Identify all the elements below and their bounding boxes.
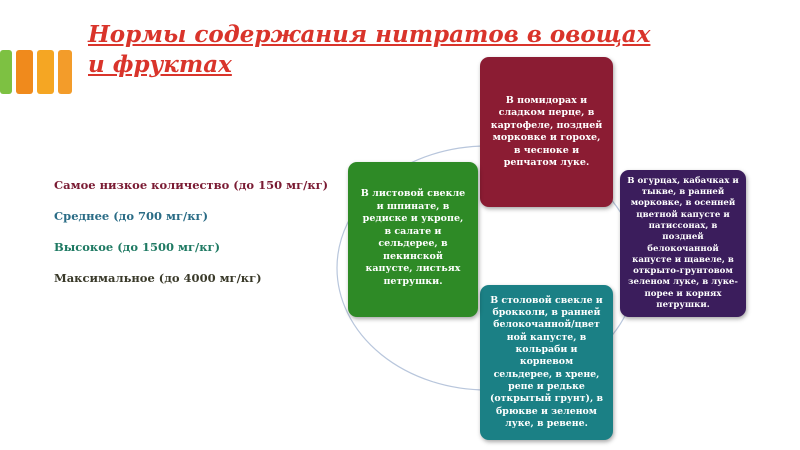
box-bottom: В столовой свекле и брокколи, в ранней белокочанной/цвет ной капусте, в кольраби и корневом сельдерее, в хрене, репе и редьке (открытый грунт), в брюкве и зеленом луке, в ревене. — [480, 285, 613, 440]
legend-item-medium: Среднее (до 700 мг/кг) — [54, 209, 209, 223]
box-left: В листовой свекле и шпинате, в редиске и укропе, в салате и сельдерее, в пекинской капусте, листьях петрушки. — [348, 162, 478, 317]
page-title: Нормы содержания нитратов в овощах и фруктах — [88, 21, 651, 78]
legend-item-high: Высокое (до 1500 мг/кг) — [54, 240, 221, 254]
legend-item-lowest: Самое низкое количество (до 150 мг/кг) — [54, 178, 329, 192]
legend-item-maximum: Максимальное (до 4000 мг/кг) — [54, 271, 262, 285]
box-top: В помидорах и сладком перце, в картофеле, поздней морковке и горохе, в чесноке и репчатом луке. — [480, 57, 613, 207]
box-right: В огурцах, кабачках и тыкве, в ранней морковке, в осенней цветной капусте и патиссонах, в поздней белокочанной капусте и щавеле, в открыто-грунтовом зеленом луке, в луке- порее и корнях петрушки. — [620, 170, 746, 317]
